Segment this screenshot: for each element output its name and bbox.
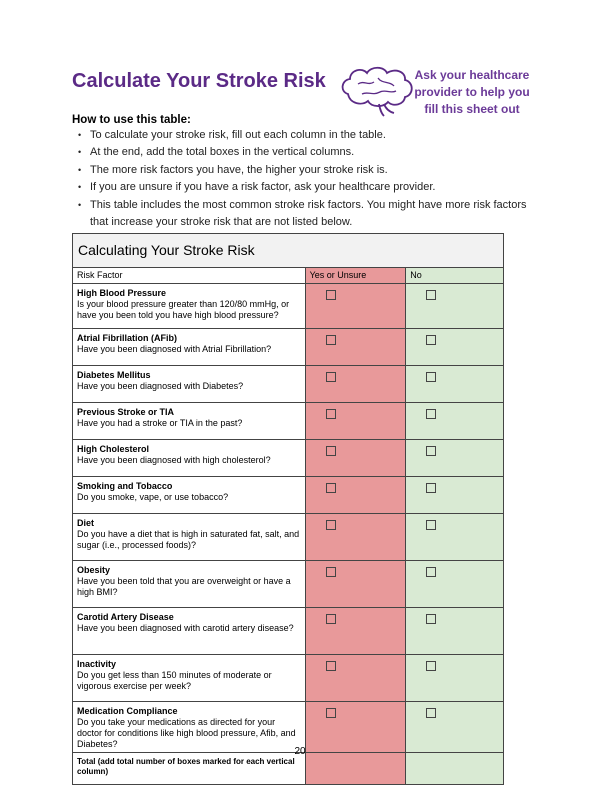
risk-factor-name: Carotid Artery Disease bbox=[77, 612, 174, 622]
column-header-yes-or-unsure: Yes or Unsure bbox=[305, 268, 406, 284]
risk-factor-name: Previous Stroke or TIA bbox=[77, 407, 175, 417]
page-number: 20 bbox=[294, 746, 306, 757]
risk-factor-question: Have you been diagnosed with Diabetes? bbox=[77, 381, 244, 391]
risk-factor-question: Have you been diagnosed with Atrial Fibrillation? bbox=[77, 344, 272, 354]
instruction-item: • To calculate your stroke risk, fill out each column in the table. bbox=[78, 127, 533, 144]
table-row bbox=[73, 284, 504, 329]
table-row bbox=[73, 561, 504, 608]
table-row bbox=[73, 655, 504, 702]
yes-checkbox[interactable] bbox=[326, 483, 336, 493]
yes-checkbox[interactable] bbox=[326, 335, 336, 345]
no-checkbox[interactable] bbox=[426, 372, 436, 382]
brain-icon bbox=[338, 64, 416, 118]
risk-factor-question: Have you had a stroke or TIA in the past? bbox=[77, 418, 243, 428]
table-row bbox=[73, 608, 504, 655]
table-row bbox=[73, 329, 504, 366]
risk-factor-question: Do you have a diet that is high in saturated fat, salt, and sugar (i.e., processed foods)? bbox=[77, 529, 300, 550]
yes-checkbox[interactable] bbox=[326, 614, 336, 624]
yes-checkbox[interactable] bbox=[326, 661, 336, 671]
total-yes-cell[interactable] bbox=[305, 753, 406, 785]
no-checkbox[interactable] bbox=[426, 290, 436, 300]
risk-factor-question: Have you been diagnosed with high cholesterol? bbox=[77, 455, 271, 465]
no-checkbox[interactable] bbox=[426, 567, 436, 577]
total-no-cell[interactable] bbox=[406, 753, 504, 785]
table-row bbox=[73, 403, 504, 440]
yes-checkbox[interactable] bbox=[326, 372, 336, 382]
yes-checkbox[interactable] bbox=[326, 290, 336, 300]
risk-factor-name: Obesity bbox=[77, 565, 111, 575]
column-header-no: No bbox=[406, 268, 504, 284]
risk-factor-name: Atrial Fibrillation (AFib) bbox=[77, 333, 177, 343]
total-row bbox=[73, 753, 504, 785]
page-title: Calculate Your Stroke Risk bbox=[72, 70, 326, 92]
risk-factor-question: Do you smoke, vape, or use tobacco? bbox=[77, 492, 229, 502]
risk-factor-question: Is your blood pressure greater than 120/80 mmHg, or have you been told you have high blood pressure? bbox=[77, 299, 290, 320]
risk-factor-question: Have you been diagnosed with carotid artery disease? bbox=[77, 623, 294, 633]
instruction-item: • At the end, add the total boxes in the vertical columns. bbox=[78, 144, 533, 161]
instructions-heading: How to use this table: bbox=[72, 114, 191, 126]
table-row bbox=[73, 440, 504, 477]
no-checkbox[interactable] bbox=[426, 661, 436, 671]
stroke-risk-table bbox=[72, 233, 504, 785]
yes-checkbox[interactable] bbox=[326, 708, 336, 718]
risk-factor-name: Smoking and Tobacco bbox=[77, 481, 173, 491]
yes-checkbox[interactable] bbox=[326, 409, 336, 419]
no-checkbox[interactable] bbox=[426, 446, 436, 456]
risk-factor-question: Do you get less than 150 minutes of moderate or vigorous exercise per week? bbox=[77, 670, 272, 691]
risk-factor-question: Do you take your medications as directed for your doctor for conditions like high blood pressure, Afib, and Diabetes? bbox=[77, 717, 296, 749]
healthcare-provider-callout: Ask your healthcare provider to help you fill this sheet out bbox=[414, 68, 530, 116]
yes-checkbox[interactable] bbox=[326, 520, 336, 530]
no-checkbox[interactable] bbox=[426, 483, 436, 493]
instruction-item: • This table includes the most common stroke risk factors. You might have more risk factors that increase your stroke risk that are not listed below. bbox=[78, 197, 533, 232]
risk-factor-question: Have you been told that you are overweight or have a high BMI? bbox=[77, 576, 291, 597]
no-checkbox[interactable] bbox=[426, 614, 436, 624]
no-checkbox[interactable] bbox=[426, 520, 436, 530]
table-row bbox=[73, 514, 504, 561]
table-caption: Calculating Your Stroke Risk bbox=[73, 234, 504, 268]
table-row bbox=[73, 702, 504, 753]
no-checkbox[interactable] bbox=[426, 335, 436, 345]
yes-checkbox[interactable] bbox=[326, 567, 336, 577]
risk-factor-name: Inactivity bbox=[77, 659, 117, 669]
table-row bbox=[73, 477, 504, 514]
instructions-list bbox=[78, 127, 533, 231]
no-checkbox[interactable] bbox=[426, 708, 436, 718]
instruction-item: • The more risk factors you have, the higher your stroke risk is. bbox=[78, 162, 533, 179]
risk-factor-name: Diet bbox=[77, 518, 95, 528]
table-row bbox=[73, 366, 504, 403]
no-checkbox[interactable] bbox=[426, 409, 436, 419]
risk-factor-name: Medication Compliance bbox=[77, 706, 178, 716]
risk-factor-name: High Blood Pressure bbox=[77, 288, 167, 298]
risk-factor-name: High Cholesterol bbox=[77, 444, 150, 454]
risk-factor-name: Diabetes Mellitus bbox=[77, 370, 151, 380]
column-header-risk-factor: Risk Factor bbox=[73, 268, 306, 284]
yes-checkbox[interactable] bbox=[326, 446, 336, 456]
total-label: Total (add total number of boxes marked for each vertical column) bbox=[73, 753, 306, 785]
instruction-item: • If you are unsure if you have a risk factor, ask your healthcare provider. bbox=[78, 179, 533, 196]
